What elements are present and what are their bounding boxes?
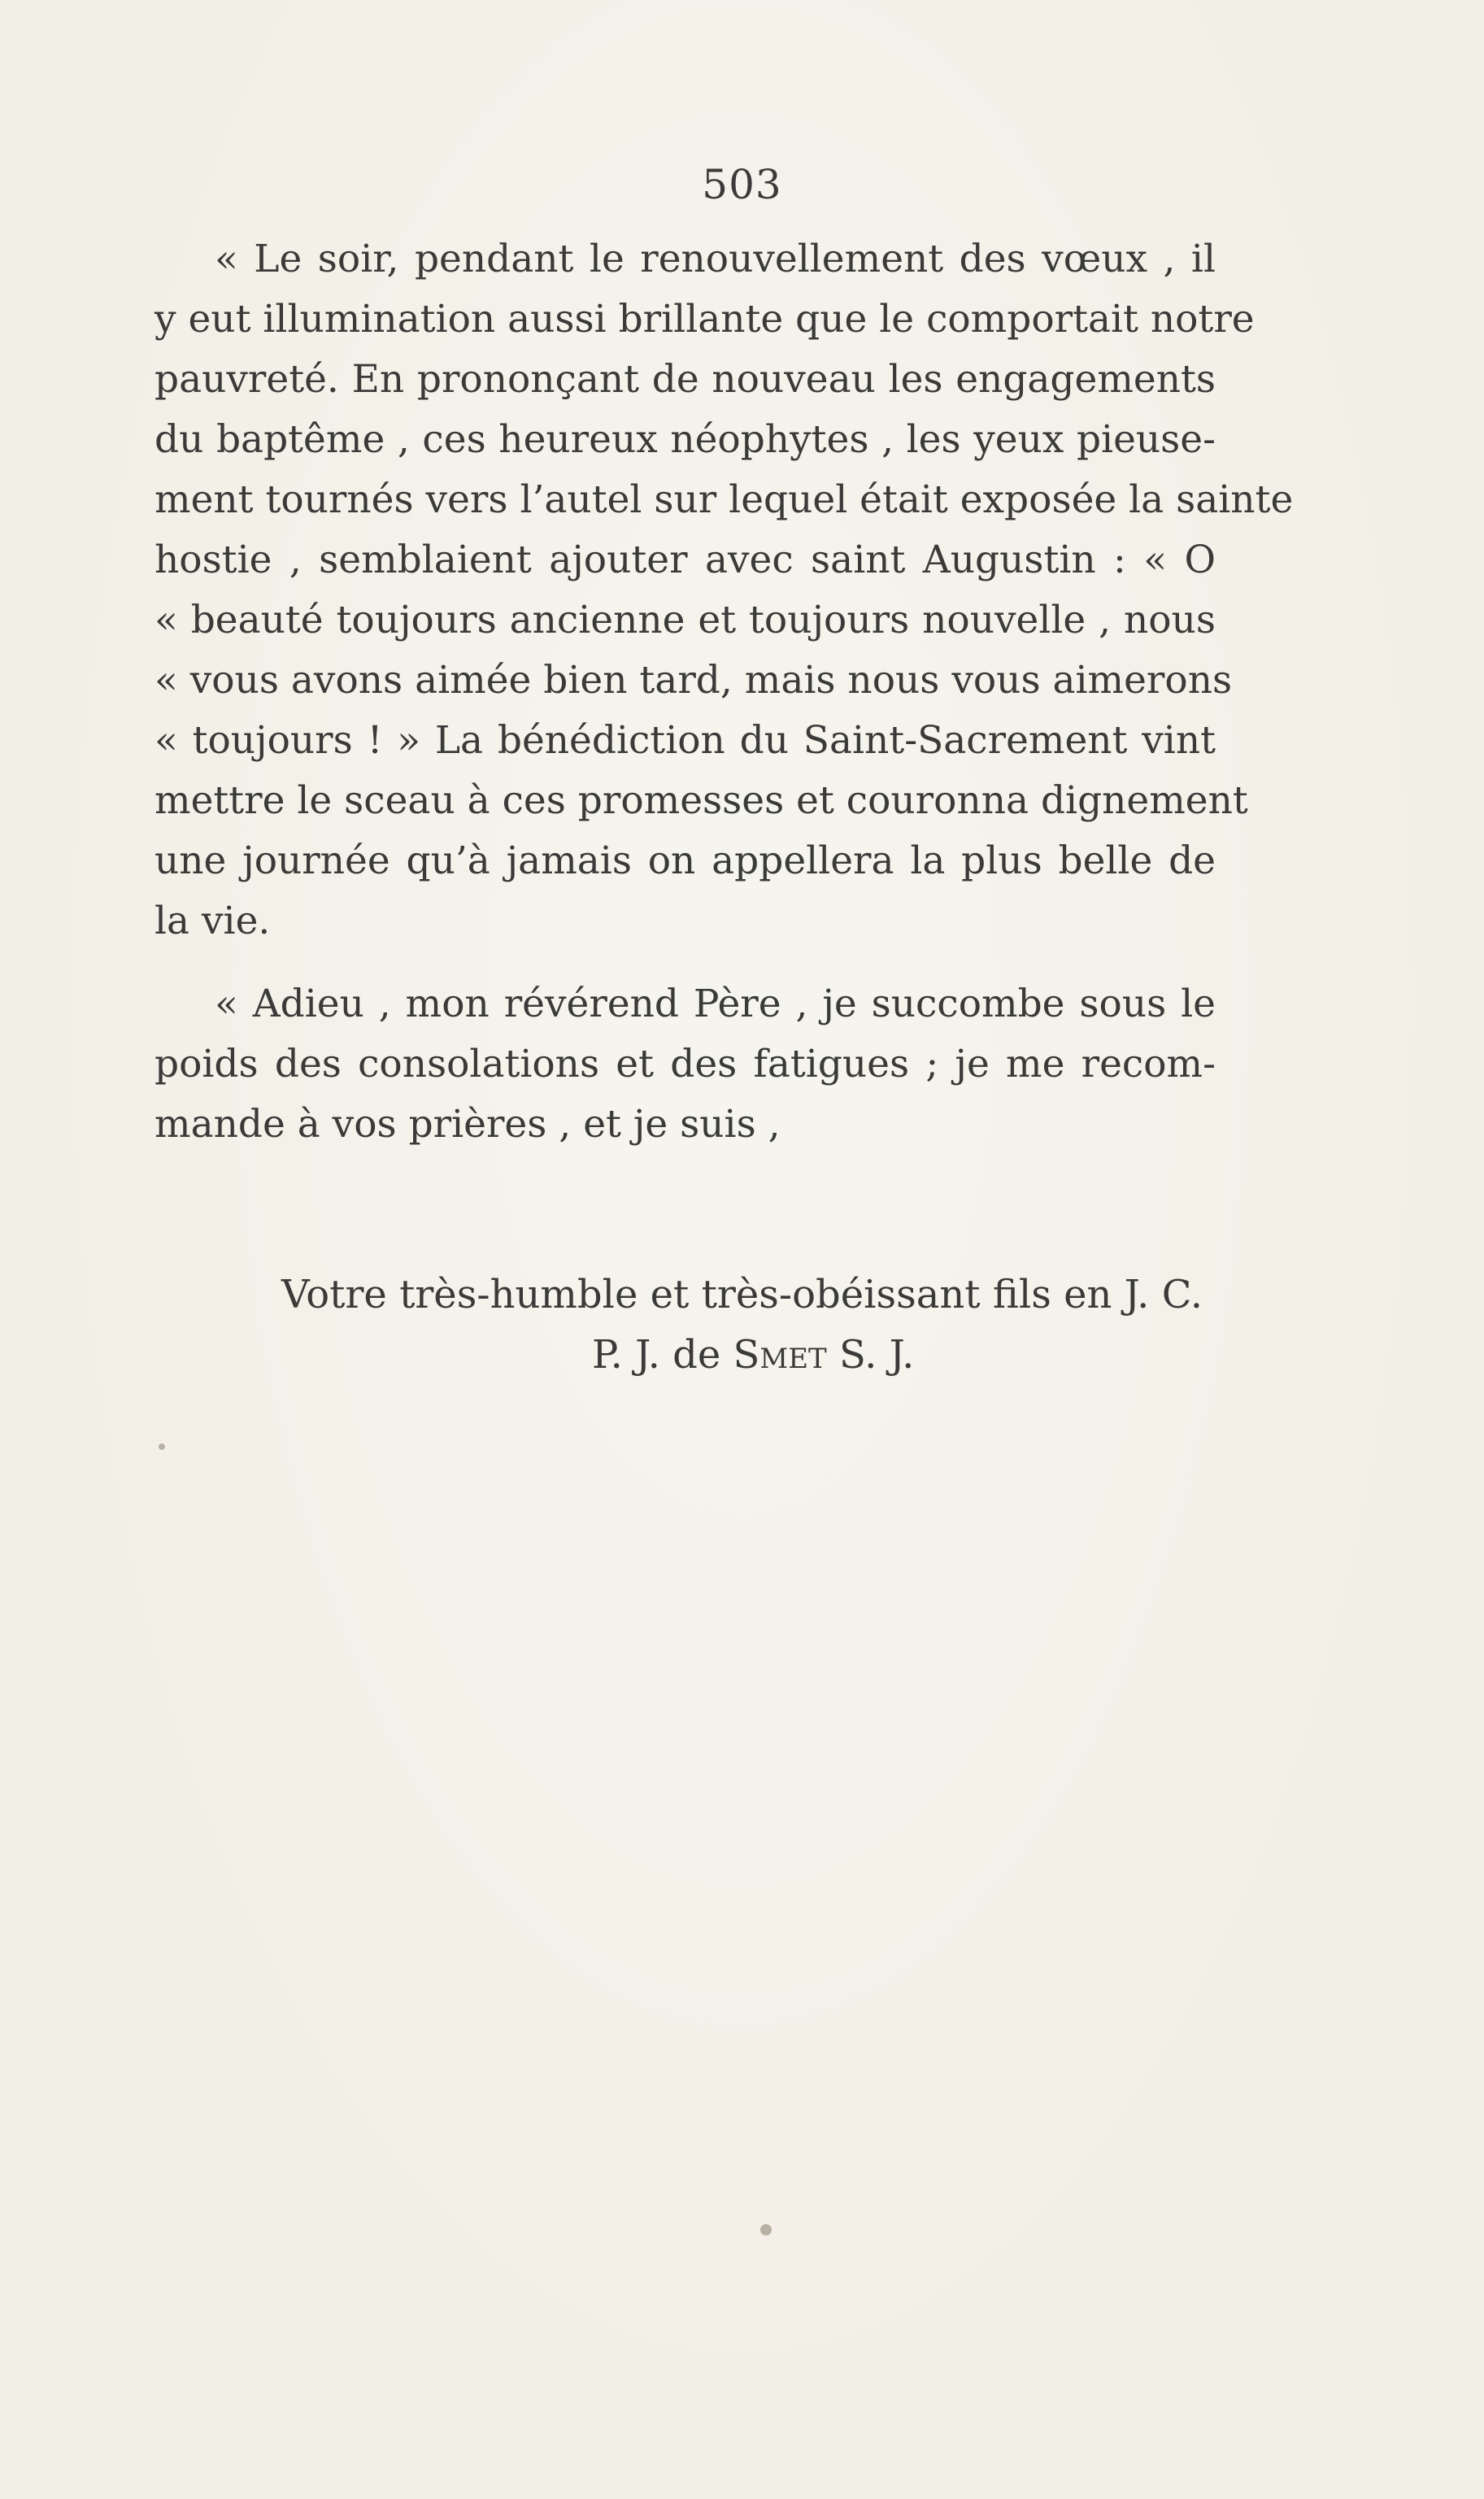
text-line: mande à vos prières , et je suis , bbox=[154, 1102, 781, 1147]
text-line: « Adieu , mon révérend Père , je succombe sous le bbox=[215, 982, 1216, 1026]
signature-name bbox=[592, 1325, 914, 1385]
text-line: hostie , semblaient ajouter avec saint Augustin : « O bbox=[154, 538, 1216, 582]
text-line: pauvreté. En prononçant de nouveau les engagements bbox=[154, 357, 1216, 402]
text-line: « vous avons aimée bien tard, mais nous vous aimerons bbox=[154, 658, 1233, 703]
text-line: « toujours ! » La bénédiction du Saint-Sacrement vint bbox=[154, 718, 1216, 763]
text-line: mettre le sceau à ces promesses et couronna dignement bbox=[154, 778, 1248, 823]
signature-name-suffix: S. J. bbox=[826, 1332, 915, 1378]
paper-speck bbox=[760, 2224, 772, 2236]
paper-speck bbox=[159, 1443, 165, 1450]
text-line: « beauté toujours ancienne et toujours nouvelle , nous bbox=[154, 598, 1216, 642]
text-line: y eut illumination aussi brillante que le comportait notre bbox=[154, 297, 1255, 342]
signature-closing: Votre très-humble et très-obéissant fils en J. C. bbox=[281, 1272, 1203, 1317]
page-number: 503 bbox=[702, 161, 782, 208]
text-line: du baptême , ces heureux néophytes , les yeux pieuse- bbox=[154, 417, 1216, 462]
text-line: une journée qu’à jamais on appellera la plus belle de bbox=[154, 838, 1216, 883]
paragraph-2 bbox=[154, 974, 1216, 1155]
signature-name-smallcaps: Smet bbox=[733, 1332, 827, 1378]
paragraph-1 bbox=[154, 229, 1294, 951]
signature-name-prefix: P. J. de bbox=[592, 1332, 733, 1378]
text-line: ment tournés vers l’autel sur lequel était exposée la sainte bbox=[154, 477, 1294, 522]
text-line: la vie. bbox=[154, 899, 271, 943]
text-line: « Le soir, pendant le renouvellement des vœux , il bbox=[215, 237, 1216, 281]
text-line: poids des consolations et des fatigues ; je me recom- bbox=[154, 1042, 1216, 1086]
